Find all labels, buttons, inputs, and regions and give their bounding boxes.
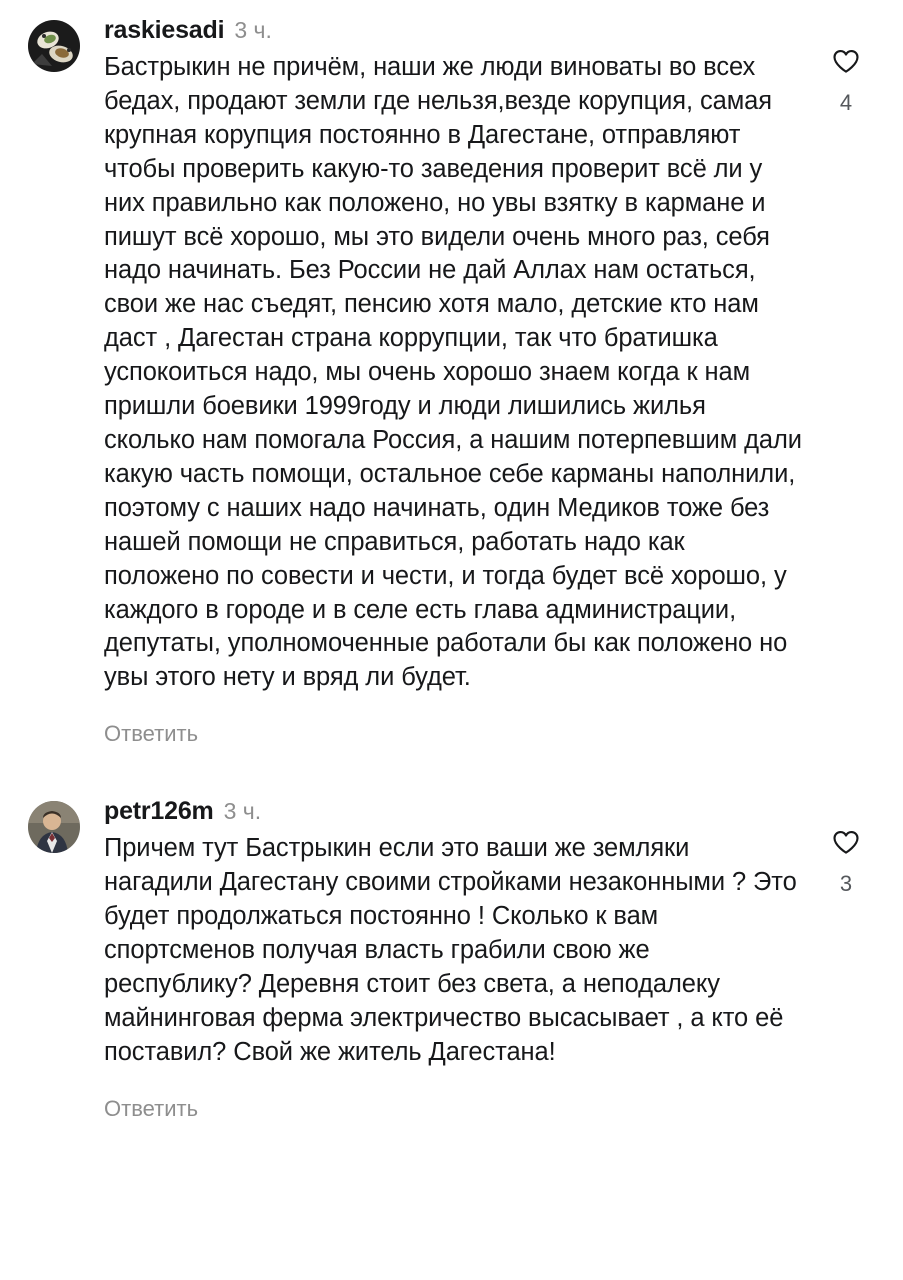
heart-icon[interactable] <box>831 827 861 857</box>
comment-actions <box>811 18 881 116</box>
reply-button[interactable]: Ответить <box>104 721 199 747</box>
comment-body <box>86 799 811 1121</box>
comment-body <box>86 18 811 747</box>
reply-button[interactable]: Ответить <box>104 1095 199 1121</box>
heart-icon[interactable] <box>831 46 861 76</box>
like-count: 3 <box>839 871 853 897</box>
comment-text: Причем тут Бастрыкин если это ваши же земляки нагадили Дагестану своими стройками незаконными ? Это будет продолжаться постоянно ! Сколько к вам спортсменов получая власть грабили свою же республику? Деревня стоит без света, а неподалеку майнинговая ферма электричество высасывает , а кто её поставил? Свой же житель Дагестана! <box>104 834 804 1066</box>
comment-item <box>0 18 903 747</box>
comment-item <box>0 799 903 1121</box>
avatar[interactable] <box>28 801 80 853</box>
avatar-wrapper <box>28 799 86 853</box>
comment-header <box>104 799 803 824</box>
comment-timestamp: 3 ч. <box>223 798 262 825</box>
comment-actions <box>811 799 881 897</box>
comment-username[interactable]: petr126m <box>104 797 214 826</box>
avatar[interactable] <box>28 20 80 72</box>
like-count: 4 <box>839 90 853 115</box>
comment-header <box>104 18 803 43</box>
avatar-wrapper <box>28 18 86 72</box>
comment-timestamp: 3 ч. <box>234 17 272 43</box>
comment-text: Бастрыкин не причём, наши же люди виноваты во всех бедах, продают земли где нельзя,везде корупция, самая крупная корупция постоянно в Дагестане, отправляют чтобы проверить какую-то заведения проверит всё ли у них правильно как положено, но увы взятку в кармане и пишут всё хорошо, мы это видели очень много раз, себя надо начинать. Без России не дай Аллах нам остаться, свои же нас съедят, пенсию хотя мало, детские кто нам даст , Дагестан страна коррупции, так что братишка успокоиться надо, мы очень хорошо знаем когда к нам пришли боевики 1999году и люди лишились жилья сколько нам помогала Россия, а нашим потерпевшим дали какую часть помощи, остальное себе карманы наполнили, поэтому с наших надо начинать, один Медиков тоже без нашей помощи не справиться, работать надо как положено по совести и чести, и тогда будет всё хорошо, у каждого в городе и в селе есть глава администрации, депутаты, уполномоченные работали бы как положено но увы этого нету и вряд ли будет. <box>104 53 809 692</box>
comment-username[interactable]: raskiesadi <box>104 16 225 44</box>
